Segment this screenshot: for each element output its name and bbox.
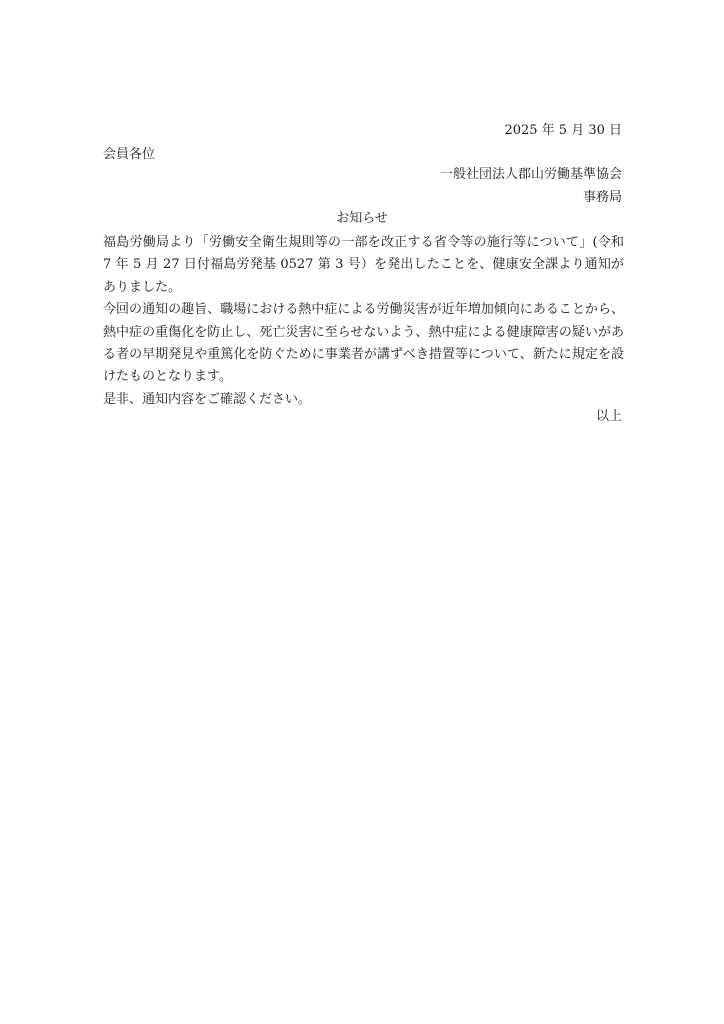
body-paragraph: 是非、通知内容をご確認ください。 — [103, 391, 312, 407]
addressee: 会員各位 — [103, 147, 156, 162]
sender-department: 事務局 — [582, 190, 622, 205]
body-paragraph: 福島労働局より「労働安全衛生規則等の一部を改正する省令等の施行等について」(令和 7 年 5 月 27 日付福島労発基 0527 第 3 号）を発出したことを、健康安全課より通知がありました。 — [103, 235, 624, 295]
sender-organization: 一般社団法人郡山労働基準協会 — [439, 167, 622, 182]
body-paragraph: 今回の通知の趣旨、職場における熱中症による労働災害が近年増加傾向にあることから、熱中症の重傷化を防止し、死亡災害に至らせないよう、熱中症による健康障害の疑いがある者の早期発見や重篤化を防ぐために事業者が講ずべき措置等について、新たに規定を設けたものとなります。 — [103, 302, 624, 385]
document-date: 2025 年 5 月 30 日 — [504, 123, 622, 138]
document-title: お知らせ — [336, 211, 388, 226]
closing-remark: 以上 — [595, 409, 622, 424]
document-body — [103, 232, 624, 411]
